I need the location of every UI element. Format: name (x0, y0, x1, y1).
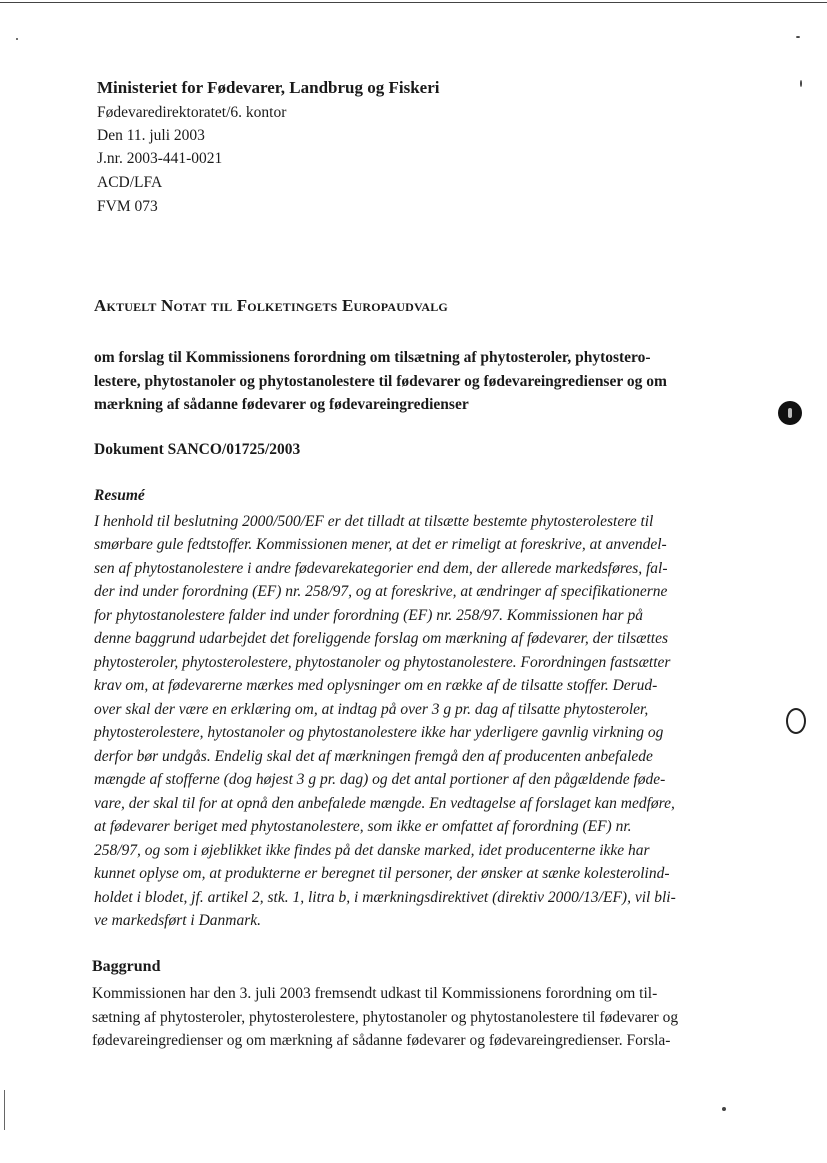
resume-heading: Resumé (94, 487, 145, 504)
resume-line: krav om, at fødevarerne mærkes med oplysninger om en række af de tilsatte stoffer. Derud- (94, 677, 658, 694)
subject-line: mærkning af sådanne fødevarer og fødevareingredienser (94, 396, 469, 413)
department: Fødevaredirektoratet/6. kontor (97, 104, 287, 121)
scan-edge-mark (4, 1090, 5, 1130)
resume-line: for phytostanolestere falder ind under forordning (EF) nr. 258/97. Kommissionen har på (94, 607, 643, 624)
punch-hole-mark (778, 401, 802, 425)
page-title: Aktuelt Notat til Folketingets Europaudvalg (94, 296, 448, 315)
reference-code: FVM 073 (97, 198, 158, 215)
resume-line: kunnet oplyse om, at produkterne er beregnet til personer, der ønsker at sænke kolesterolind- (94, 865, 670, 882)
resume-line: vare, der skal til for at opnå den anbefalede mængde. En vedtagelse af forslaget kan medføre, (94, 795, 675, 812)
document-date: Den 11. juli 2003 (97, 127, 205, 144)
resume-line: 258/97, og som i øjeblikket ikke findes på det danske marked, idet producenterne ikke har (94, 842, 650, 859)
resume-line: phytosteroler, phytosterolestere, phytostanoler og phytostanolestere. Forordningen fastsætter (94, 654, 671, 671)
resume-line: denne baggrund udarbejdet det foreliggende forslag om mærkning af fødevarer, der tilsættes (94, 630, 669, 647)
scan-speck (800, 80, 802, 87)
background-line: Kommissionen har den 3. juli 2003 fremsendt udkast til Kommissionens forordning om til- (92, 985, 658, 1002)
resume-line: over skal der være en erklæring om, at indtag på over 3 g pr. dag af tilsatte phytosteroler, (94, 701, 649, 718)
background-line: sætning af phytosteroler, phytosterolestere, phytostanoler og phytostanolestere til fødevarer og (92, 1009, 679, 1026)
ring-mark (786, 708, 806, 734)
resume-line: I henhold til beslutning 2000/500/EF er det tilladt at tilsætte bestemte phytosterolestere til (94, 513, 654, 530)
scan-speck (16, 38, 18, 40)
resume-line: at fødevarer beriget med phytostanolestere, som ikke er omfattet af forordning (EF) nr. (94, 818, 632, 835)
journal-number: J.nr. 2003-441-0021 (97, 150, 223, 167)
resume-line: holdet i blodet, jf. artikel 2, stk. 1, litra b, i mærkningsdirektivet (direktiv 2000/13/EF), vil bli- (94, 889, 676, 906)
ministry-name: Ministeriet for Fødevarer, Landbrug og Fiskeri (97, 78, 440, 97)
background-line: fødevareingredienser og om mærkning af sådanne fødevarer og fødevareingredienser. Forsla- (92, 1032, 671, 1049)
resume-line: sen af phytostanolestere i andre fødevarekategorier end dem, der allerede markedsføres, fal- (94, 560, 668, 577)
background-heading: Baggrund (92, 958, 161, 975)
scan-speck (796, 36, 800, 38)
initials: ACD/LFA (97, 174, 163, 191)
resume-line: phytosterolestere, hytostanoler og phytostanolestere ikke har yderligere gavnlig virkning og (94, 724, 664, 741)
resume-line: derfor bør undgås. Endelig skal det af mærkningen fremgå den af producenten anbefalede (94, 748, 653, 765)
resume-line: ve markedsført i Danmark. (94, 912, 262, 929)
scan-speck (722, 1107, 726, 1111)
resume-line: mængde af stofferne (dog højest 3 g pr. dag) og det antal portioner af den pågældende føde- (94, 771, 666, 788)
resume-line: der ind under forordning (EF) nr. 258/97, og at foreskrive, at ændringer af specifikationerne (94, 583, 668, 600)
resume-line: smørbare gule fedtstoffer. Kommissionen mener, at det er rimeligt at foreskrive, at anvendel- (94, 536, 667, 553)
subject-line: lestere, phytostanoler og phytostanolestere til fødevarer og fødevareingredienser og om (94, 373, 667, 390)
subject-line: om forslag til Kommissionens forordning om tilsætning af phytosteroler, phytostero- (94, 349, 651, 366)
document-reference: Dokument SANCO/01725/2003 (94, 441, 301, 458)
